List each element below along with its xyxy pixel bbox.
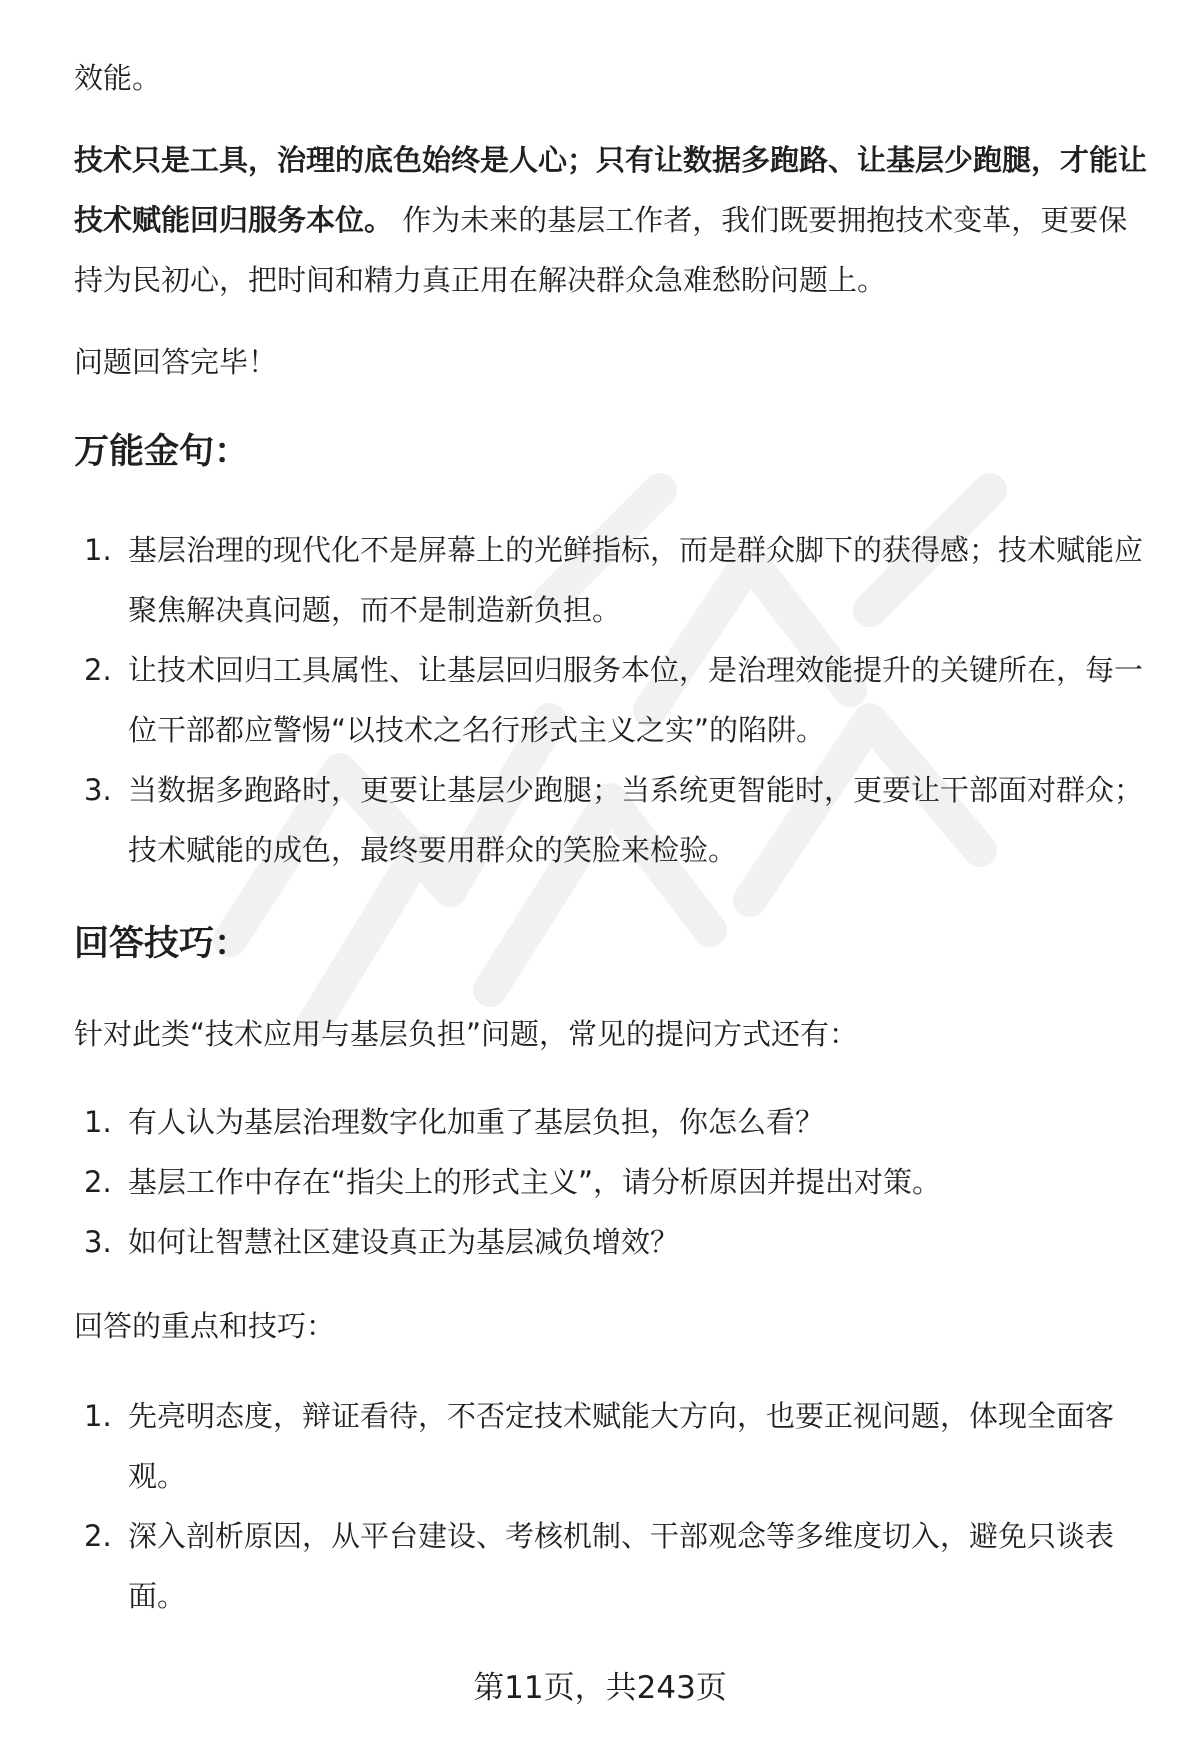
list-text: 基层治理的现代化不是屏幕上的光鲜指标，而是群众脚下的获得感；技术赋能应聚焦解决真问题，而不是制造新负担。 — [128, 533, 1144, 627]
list-text: 基层工作中存在“指尖上的形式主义”，请分析原因并提出对策。 — [128, 1165, 942, 1199]
closing-line: 问题回答完毕！ — [74, 345, 278, 379]
summary-bold: 技术只是工具，治理的底色始终是人心；只有让数据多跑路、让基层少跑腿，才能让技术赋能回归服务本位。 — [74, 143, 1148, 237]
list-item — [74, 1506, 1154, 1626]
list-item — [74, 760, 1154, 880]
list-item — [74, 1212, 1154, 1272]
tips-heading: 回答技巧： — [74, 924, 250, 964]
list-text: 有人认为基层治理数字化加重了基层负担，你怎么看？ — [128, 1105, 825, 1139]
summary-paragraph — [74, 130, 1154, 310]
list-number: 3. — [84, 1225, 112, 1259]
list-text: 当数据多跑路时，更要让基层少跑腿；当系统更智能时，更要让干部面对群众；技术赋能的成色，最终要用群众的笑脸来检验。 — [128, 773, 1144, 867]
list-number: 2. — [84, 1519, 112, 1553]
list-number: 1. — [84, 1105, 112, 1139]
page-footer: 第11页，共243页 — [473, 1670, 727, 1706]
list-item — [74, 1092, 1154, 1152]
summary-normal: 作为未来的基层工作者，我们既要拥抱技术变革，更要保持为民初心，把时间和精力真正用在解决群众急难愁盼问题上。 — [74, 203, 1128, 297]
golden-heading: 万能金句： — [74, 432, 250, 472]
intro-tail: 效能。 — [74, 61, 162, 95]
list-item — [74, 1152, 1154, 1212]
list-number: 3. — [84, 773, 112, 807]
list-item — [74, 640, 1154, 760]
list-number: 2. — [84, 1165, 112, 1199]
tips-lead: 针对此类“技术应用与基层负担”问题，常见的提问方式还有： — [74, 1017, 859, 1051]
list-item — [74, 520, 1154, 640]
list-number: 1. — [84, 533, 112, 567]
list-text: 深入剖析原因，从平台建设、考核机制、干部观念等多维度切入，避免只谈表面。 — [128, 1519, 1115, 1613]
key-list — [74, 1386, 1154, 1626]
question-list — [74, 1092, 1154, 1272]
golden-list — [74, 520, 1154, 880]
list-text: 先亮明态度，辩证看待，不否定技术赋能大方向，也要正视问题，体现全面客观。 — [128, 1399, 1115, 1493]
list-text: 让技术回归工具属性、让基层回归服务本位，是治理效能提升的关键所在，每一位干部都应警惕“以技术之名行形式主义之实”的陷阱。 — [128, 653, 1144, 747]
key-lead: 回答的重点和技巧： — [74, 1309, 336, 1343]
list-number: 2. — [84, 653, 112, 687]
list-item — [74, 1386, 1154, 1506]
document-page — [74, 48, 1154, 1626]
list-number: 1. — [84, 1399, 112, 1433]
list-text: 如何让智慧社区建设真正为基层减负增效？ — [128, 1225, 680, 1259]
